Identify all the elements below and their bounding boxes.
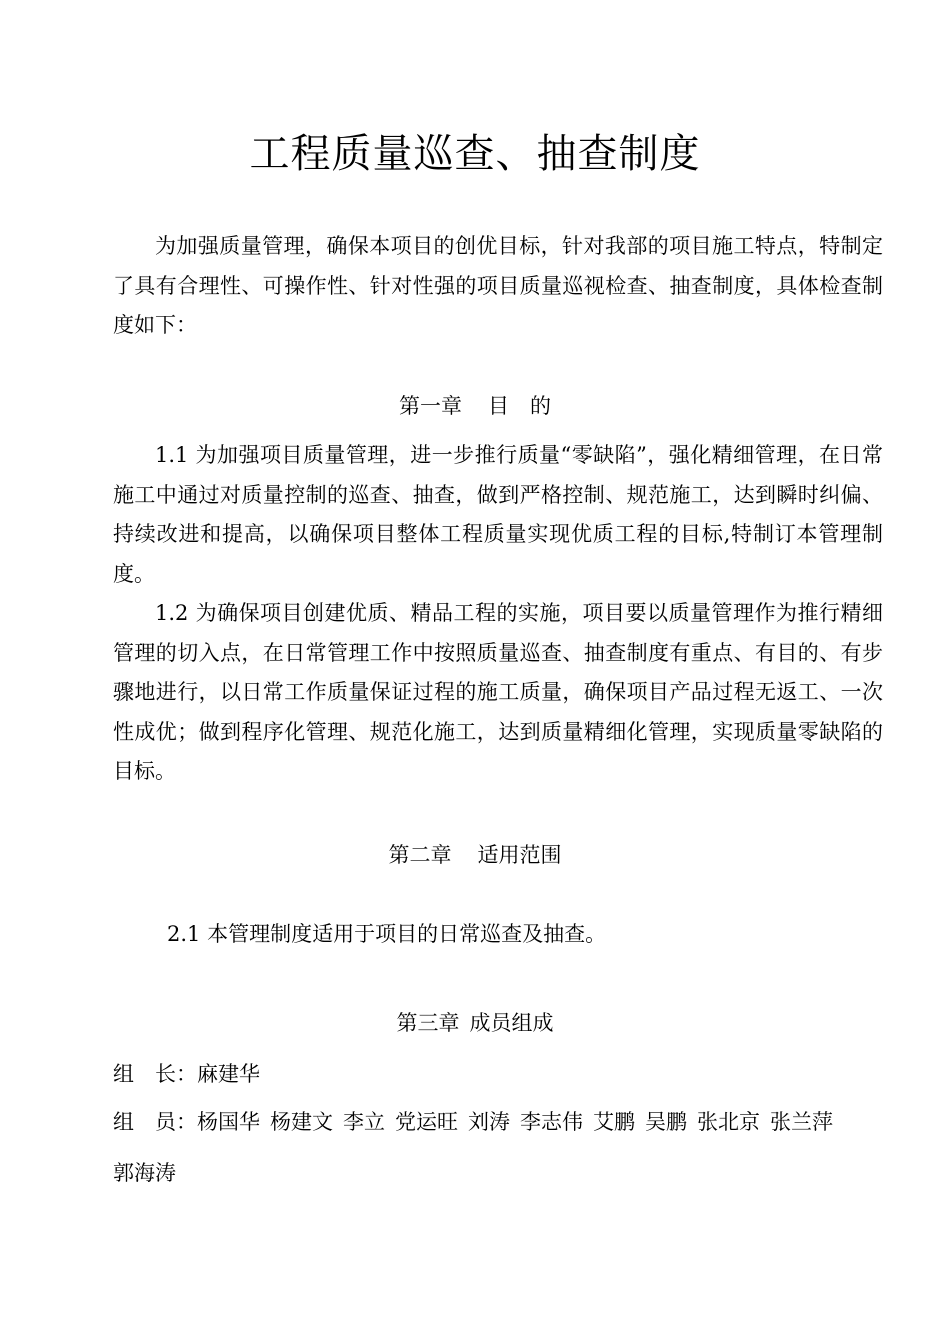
chapter-1-heading — [0, 391, 950, 421]
group-leader-line — [113, 1059, 888, 1089]
chapter-3-number: 第三章 — [396, 1011, 460, 1035]
member-name: 党运旺 — [395, 1110, 458, 1134]
chapter-2-heading — [0, 840, 950, 870]
chapter-1-paragraph-1: 1.1 为加强项目质量管理，进一步推行质量“零缺陷”，强化精细管理，在日常施工中通过对质量控制的巡查、抽查，做到严格控制、规范施工，达到瞬时纠偏、持续改进和提高，以确保项目整体工程质量实现优质工程的目标,特制订本管理制度。 — [113, 443, 883, 586]
member-name: 吴鹏 — [645, 1110, 687, 1134]
group-leader-name: 麻建华 — [197, 1062, 260, 1086]
chapter-1-paragraph-2: 1.2 为确保项目创建优质、精品工程的实施，项目要以质量管理作为推行精细管理的切入点，在日常管理工作中按照质量巡查、抽查制度有重点、有目的、有步骤地进行，以日常工作质量保证过程的施工质量，确保项目产品过程无返工、一次性成优；做到程序化管理、规范化施工，达到质量精细化管理，实现质量零缺陷的目标。 — [113, 601, 883, 783]
chapter-2-title: 适用范围 — [477, 843, 562, 867]
group-members-label: 组 员： — [113, 1110, 197, 1134]
intro-paragraph: 为加强质量管理，确保本项目的创优目标，针对我部的项目施工特点，特制定了具有合理性、可操作性、针对性强的项目质量巡视检查、抽查制度，具体检查制度如下： — [113, 234, 883, 337]
member-name: 张北京 — [697, 1110, 760, 1134]
member-name: 李志伟 — [520, 1110, 583, 1134]
member-name: 李立 — [343, 1110, 385, 1134]
member-name: 刘涛 — [468, 1110, 510, 1134]
member-name: 杨建文 — [270, 1110, 333, 1134]
member-name: 艾鹏 — [593, 1110, 635, 1134]
chapter-2-paragraph-1: 2.1 本管理制度适用于项目的日常巡查及抽查。 — [167, 922, 607, 946]
member-name: 张兰萍 — [770, 1110, 833, 1134]
group-leader-label: 组 长： — [113, 1062, 197, 1086]
chapter-3-title: 成员组成 — [469, 1011, 554, 1035]
group-members-line — [113, 1107, 888, 1137]
chapter-2-number: 第二章 — [388, 843, 452, 867]
group-members-continuation: 郭海涛 — [113, 1161, 176, 1185]
chapter-3-heading — [0, 1008, 950, 1038]
document-title: 工程质量巡查、抽查制度 — [249, 131, 701, 177]
member-name: 杨国华 — [197, 1110, 260, 1134]
chapter-1-number: 第一章 — [399, 394, 462, 418]
chapter-1-title: 目 的 — [488, 394, 551, 418]
